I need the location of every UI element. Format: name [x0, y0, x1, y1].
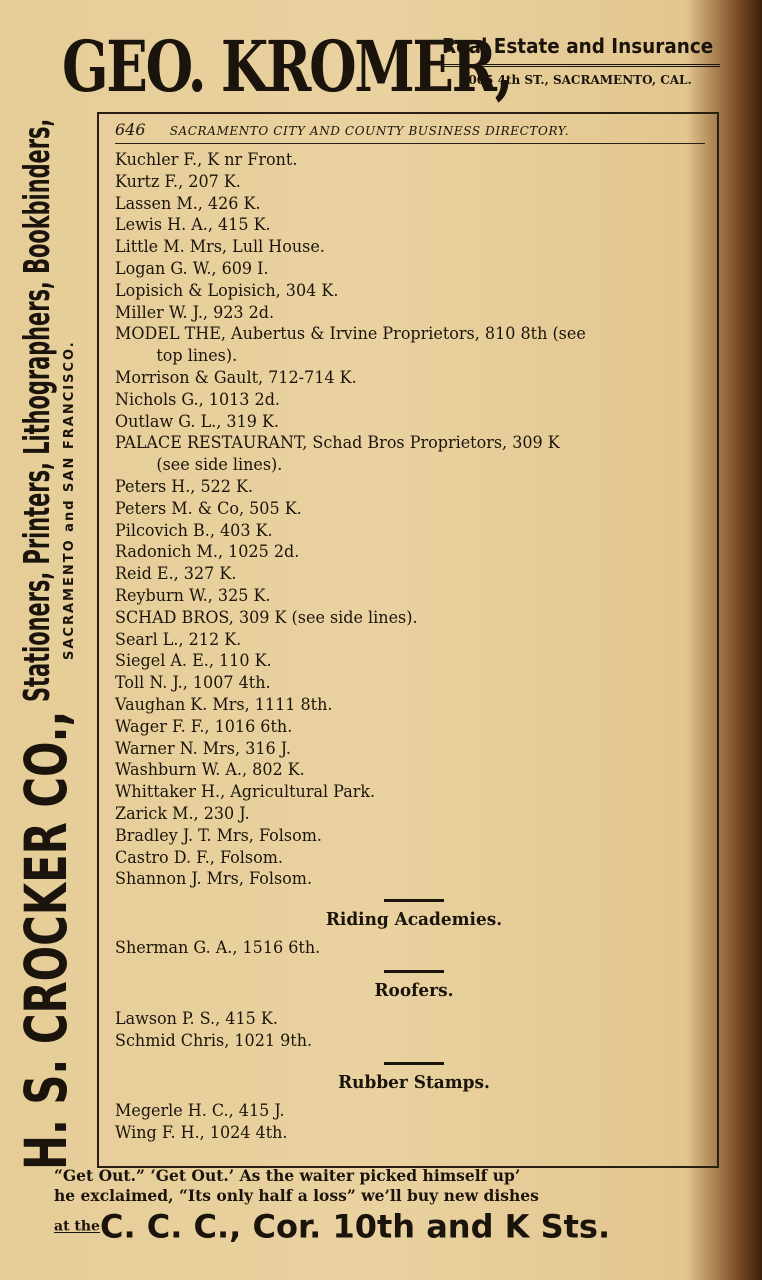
directory-entry: [115, 499, 677, 521]
directory-listing: [115, 150, 713, 1145]
directory-entry: [115, 521, 677, 543]
directory-entry: [115, 194, 677, 216]
category-section: [115, 1062, 713, 1145]
entry-text: Washburn W. A., 802 K.: [115, 760, 305, 781]
entry-text: Searl L., 212 K.: [115, 629, 242, 650]
directory-entry: [115, 651, 677, 673]
directory-entry: [115, 782, 677, 804]
entry-text: Kurtz F., 207 K.: [115, 171, 241, 192]
directory-entry: [115, 237, 677, 259]
side-advertisement-rotated: [10, 80, 90, 1180]
category-section: [115, 899, 713, 960]
directory-entry: Wing F. H., 1024 4th.: [115, 1123, 288, 1144]
directory-entry: [115, 869, 677, 891]
entry-text: Radonich M., 1025 2d.: [115, 542, 300, 563]
directory-title: SACRAMENTO CITY AND COUNTY BUSINESS DIRECTORY.: [169, 124, 570, 138]
directory-entry: [115, 608, 677, 630]
directory-entry: [115, 564, 677, 586]
directory-frame: [97, 112, 719, 1168]
directory-entry: [115, 259, 677, 281]
advertiser-tagline: Real Estate and Insurance: [442, 34, 714, 58]
entry-text: Vaughan K. Mrs, 1111 8th.: [115, 694, 333, 715]
directory-entry: [115, 542, 677, 564]
directory-entry: [115, 281, 677, 303]
entry-text: Siegel A. E., 110 K.: [115, 651, 272, 672]
footer-advertisement: [54, 1166, 724, 1247]
entry-text: Peters H., 522 K.: [115, 476, 254, 497]
section-rule: [384, 970, 444, 973]
entry-text: Wager F. F., 1016 6th.: [115, 716, 293, 737]
category-heading: Rubber Stamps.: [338, 1072, 490, 1094]
entry-text: Zarick M., 230 J.: [115, 803, 250, 824]
category-section: [115, 970, 713, 1053]
entry-text: Outlaw G. L., 319 K.: [115, 411, 280, 432]
entry-text: MODEL THE, Aubertus & Irvine Proprietors, 810 8th (see: [115, 324, 586, 345]
entry-text: Miller W. J., 923 2d.: [115, 302, 275, 323]
directory-entry: [115, 172, 677, 194]
advertiser-details: [442, 34, 728, 87]
directory-entry: [115, 324, 677, 368]
directory-entry: Lawson P. S., 415 K.: [115, 1008, 278, 1029]
directory-entry: [115, 760, 677, 782]
entry-text: Toll N. J., 1007 4th.: [115, 673, 271, 694]
directory-entry: [115, 695, 677, 717]
directory-entry: Sherman G. A., 1516 6th.: [115, 938, 321, 959]
directory-entry: [115, 586, 677, 608]
running-head: [115, 120, 705, 144]
directory-entry: [115, 477, 677, 499]
entry-text: Castro D. F., Folsom.: [115, 847, 283, 868]
directory-entry: [115, 739, 677, 761]
directory-entry: [115, 826, 677, 848]
directory-entry: [115, 368, 677, 390]
tagline-rule: [442, 64, 720, 67]
footer-ad-prefix: at the: [54, 1218, 100, 1235]
entry-text: Nichols G., 1013 2d.: [115, 389, 281, 410]
footer-ad-address: C. C. C., Cor. 10th and K Sts.: [99, 1207, 611, 1246]
entry-text: Lopisich & Lopisich, 304 K.: [115, 280, 339, 301]
directory-entry: [115, 412, 677, 434]
directory-entry: [115, 630, 677, 652]
footer-ad-line-2: he exclaimed, “Its only half a loss” we’ll buy new dishes: [54, 1186, 539, 1205]
entry-text: Bradley J. T. Mrs, Folsom.: [115, 825, 322, 846]
category-heading: Roofers.: [374, 979, 454, 1001]
directory-entry: [115, 303, 677, 325]
entry-text: Kuchler F., K nr Front.: [115, 150, 298, 170]
entry-text: Shannon J. Mrs, Folsom.: [115, 869, 313, 890]
entry-text: Little M. Mrs, Lull House.: [115, 237, 325, 258]
side-advertisement: [10, 80, 90, 1180]
directory-entry: [115, 433, 677, 477]
section-list: [115, 899, 713, 1145]
entry-text: Morrison & Gault, 712-714 K.: [115, 367, 357, 388]
entry-text: Reid E., 327 K.: [115, 564, 237, 585]
directory-entry: [115, 848, 677, 870]
directory-entry: [115, 673, 677, 695]
entry-text: PALACE RESTAURANT, Schad Bros Proprietors, 309 K: [115, 433, 560, 454]
side-ad-location: SACRAMENTO and SAN FRANCISCO.: [62, 340, 77, 660]
directory-entry: Megerle H. C., 415 J.: [115, 1101, 285, 1122]
directory-entry: [115, 390, 677, 412]
footer-ad-line-1: “Get Out.” ‘Get Out.’ As the waiter picked himself up’: [54, 1166, 521, 1185]
directory-entry: [115, 804, 677, 826]
advertiser-address: 1005 4th ST., SACRAMENTO, CAL.: [460, 73, 692, 87]
side-ad-services: Stationers, Printers, Lithographers, Bookbinders,: [17, 118, 58, 702]
entry-text: Whittaker H., Agricultural Park.: [115, 782, 376, 803]
header-advertisement: [62, 25, 732, 108]
entry-list: [115, 150, 713, 891]
directory-entry: [115, 150, 677, 172]
directory-entry: Schmid Chris, 1021 9th.: [115, 1030, 313, 1051]
entry-text: SCHAD BROS, 309 K (see side lines).: [115, 607, 418, 628]
entry-text: Lassen M., 426 K.: [115, 193, 261, 214]
entry-continuation: top lines).: [156, 346, 238, 367]
entry-text: Pilcovich B., 403 K.: [115, 520, 273, 541]
directory-entry: [115, 215, 677, 237]
section-rule: [384, 1062, 444, 1065]
section-rule: [384, 899, 444, 902]
page-number: 646: [115, 120, 146, 139]
entry-text: Lewis H. A., 415 K.: [115, 215, 271, 236]
entry-text: Peters M. & Co, 505 K.: [115, 498, 302, 519]
side-ad-company: H. S. CROCKER CO.,: [12, 710, 80, 1170]
footer-ad-line-3: [54, 1206, 724, 1247]
entry-text: Logan G. W., 609 I.: [115, 258, 269, 279]
advertiser-name: GEO. KROMER,: [62, 25, 512, 108]
entry-text: Warner N. Mrs, 316 J.: [115, 738, 291, 759]
entry-text: Reyburn W., 325 K.: [115, 585, 271, 606]
category-heading: Riding Academies.: [325, 909, 503, 931]
directory-entry: [115, 717, 677, 739]
entry-continuation: (see side lines).: [156, 455, 283, 476]
